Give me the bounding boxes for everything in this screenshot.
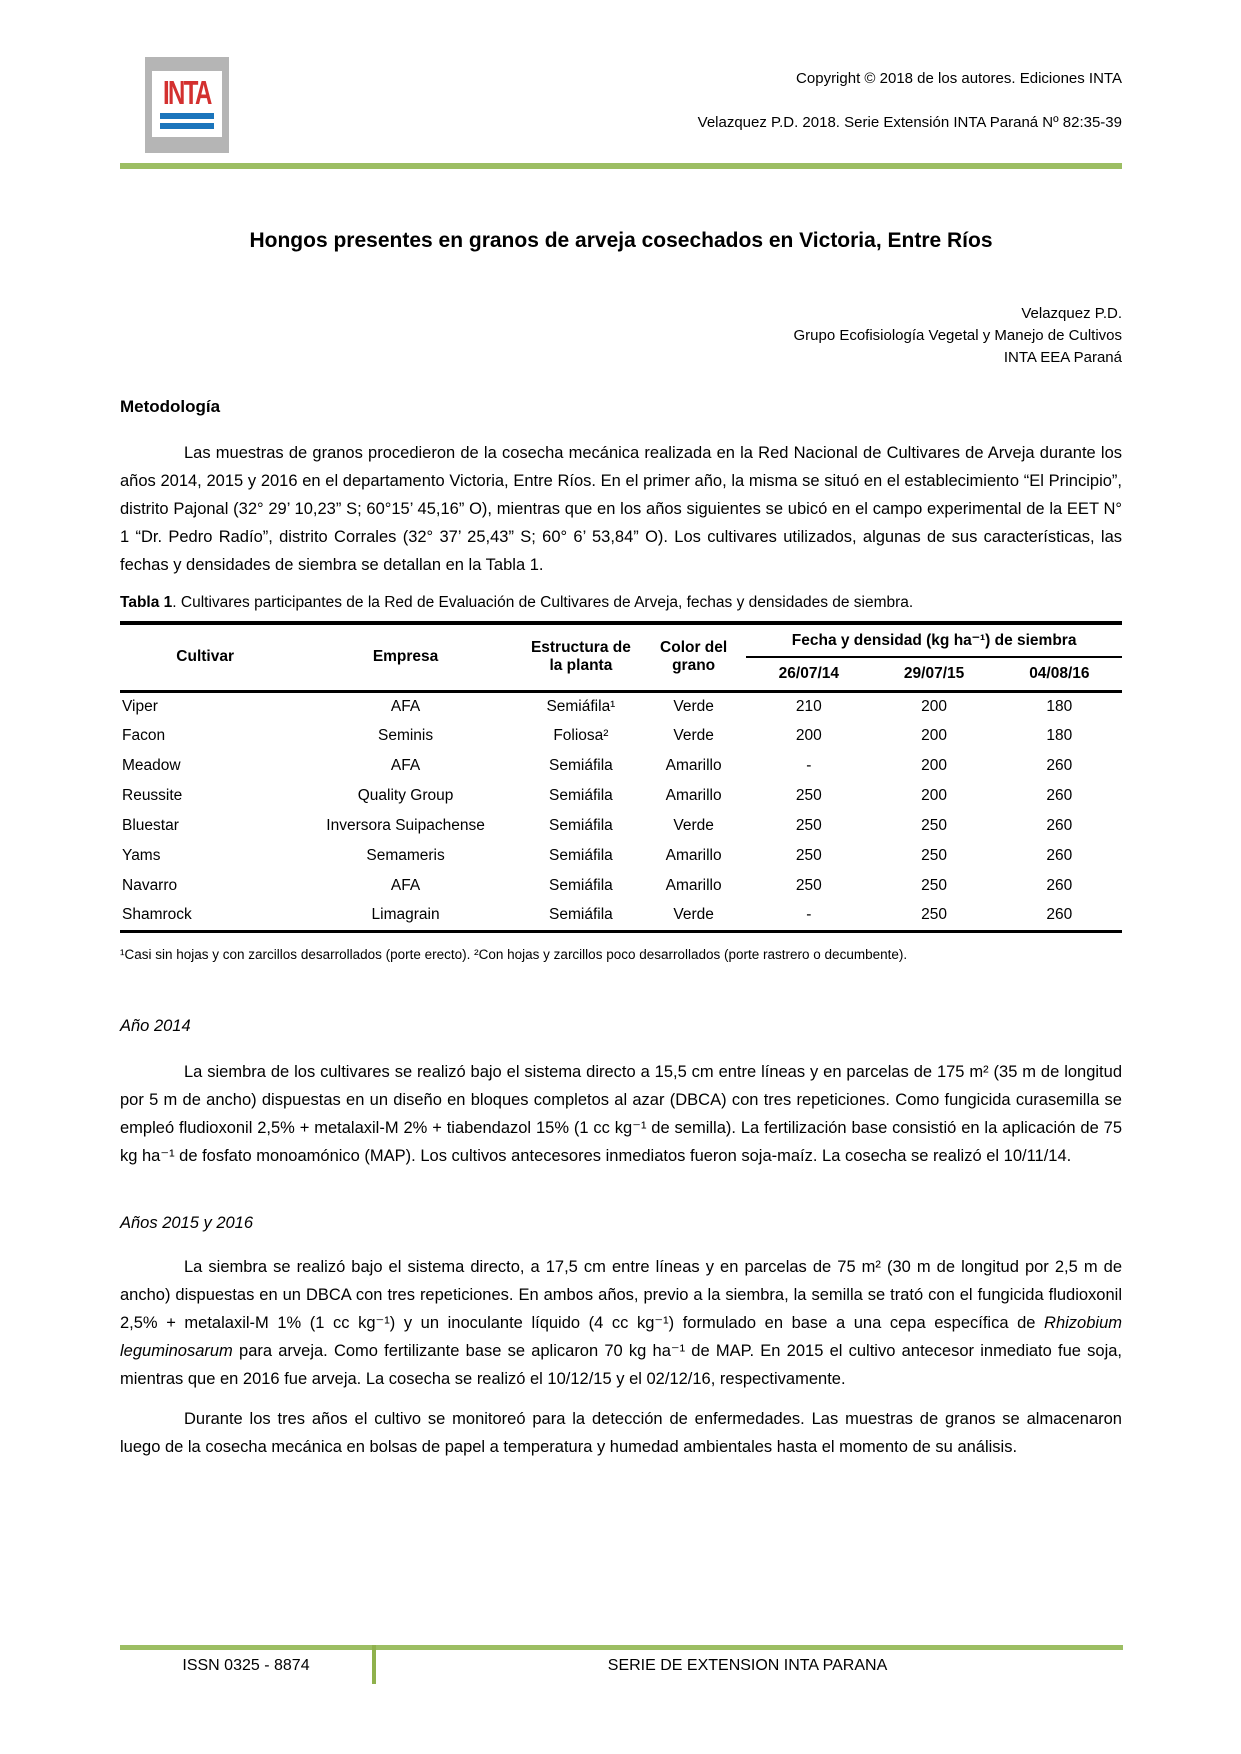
table-row [120, 841, 1122, 871]
table-row [120, 691, 1122, 721]
table-cell: 260 [1046, 757, 1073, 774]
heading-ano-2014: Año 2014 [120, 1016, 191, 1035]
inta-logo-bar-top [160, 113, 214, 119]
table-cell: Semiáfila [549, 906, 613, 924]
col-header-fecha-1: 26/07/14 [746, 657, 871, 691]
paragraph-monitoreo: Durante los tres años el cultivo se monitoreó para la detección de enfermedades. Las muestras de granos se almacenaron luego de la cosecha mecánica en bolsas de papel a temperatura y humedad ambientales hasta el momento de su análisis. [120, 1409, 1122, 1456]
table-cell: 200 [795, 727, 822, 744]
table-row [120, 751, 1122, 781]
cultivars-table [120, 621, 1122, 933]
table-cell: 250 [795, 847, 822, 864]
table-cell: 250 [921, 877, 948, 894]
table-cell: 210 [795, 697, 822, 715]
table-cell: Amarillo [665, 847, 722, 864]
table-cell: 250 [921, 847, 948, 864]
table-cell: Semiáfila [549, 817, 613, 834]
heading-metodologia: Metodología [120, 397, 221, 416]
header-meta [698, 57, 1122, 131]
table-cell: Semameris [366, 847, 445, 864]
table-row [120, 781, 1122, 811]
table-cell: Bluestar [122, 817, 179, 834]
table-cell: Semiáfila [549, 877, 613, 894]
table-cell: Quality Group [357, 787, 454, 804]
col-header-fecha-3: 04/08/16 [997, 657, 1122, 691]
table-cell: 260 [1046, 877, 1073, 894]
table-cell: Semiáfila¹ [546, 697, 616, 715]
table-cell: 180 [1046, 727, 1073, 744]
header-rule [120, 163, 1122, 169]
table-caption: Tabla 1. Cultivares participantes de la Red de Evaluación de Cultivares de Arveja, fechas y densidades de siembra. [120, 594, 914, 611]
table-cell: - [806, 757, 812, 774]
table-cell: 200 [921, 757, 948, 774]
table-cell: Meadow [122, 757, 181, 774]
table-row [120, 871, 1122, 901]
footer-divider [372, 1645, 376, 1684]
paragraph-metodologia: Las muestras de granos procedieron de la cosecha mecánica realizada en la Red Nacional de Cultivares de Arveja durante los años 2014, 2015 y 2016 en el departamento Victoria, Entre Ríos. En el primer año, la misma se situó en el establecimiento “El Principio”, distrito Pajonal (32° 29’ 10,23” S; 60°15’ 45,16” O), mientras que en los años siguientes se ubicó en el campo experimental de la EET N° 1 “Dr. Pedro Radío”, distrito Corrales (32° 37’ 25,43” S; 60° 6’ 53,84” O). Los cultivares utilizados, algunas de sus características, las fechas y densidades de siembra se detallan en la Tabla 1. [120, 444, 1122, 574]
inta-logo [145, 57, 229, 153]
table-cell: Verde [673, 817, 714, 834]
table-cell: Shamrock [122, 906, 192, 924]
paragraph-anos-2015-2016: La siembra se realizó bajo el sistema directo, a 17,5 cm entre líneas y en parcelas de 75 m² (30 m de longitud por 2,5 m de ancho) dispuestas en un DBCA con tres repeticiones. En ambos años, previo a la siembra, la semilla se trató con el fungicida fludioxonil 2,5% + metalaxil-M 1% (1 cc kg⁻¹) y un inoculante líquido (4 cc kg⁻¹) formulado en base a una cepa específica de Rhizobium leguminosarum para arveja. Como fertilizante base se aplicaron 70 kg ha⁻¹ de MAP. En 2015 el cultivo antecesor inmediato fue soja, mientras que en 2016 fue arveja. La cosecha se realizó el 10/12/15 y el 02/12/16, respectivamente. [120, 1257, 1122, 1388]
author-institution: INTA EEA Paraná [1003, 349, 1122, 366]
table-cell: Foliosa² [553, 727, 609, 744]
table-cell: 260 [1046, 787, 1073, 804]
table-footnote: ¹Casi sin hojas y con zarcillos desarrollados (porte erecto). ²Con hojas y zarcillos poco desarrollados (porte rastrero o decumbente). [120, 946, 908, 962]
table-cell: 250 [921, 906, 948, 924]
table-cell: 250 [795, 787, 822, 804]
paragraph-ano-2014: La siembra de los cultivares se realizó bajo el sistema directo a 15,5 cm entre líneas y en parcelas de 175 m² (35 m de longitud por 5 m de ancho) dispuestas en un diseño en bloques completos al azar (DBCA) con tres repeticiones. Como fungicida curasemilla se empleó fludioxonil 2,5% + metalaxil-M 2% + tiabendazol 15% (1 cc kg⁻¹ de semilla). La fertilización base consistió en la aplicación de 75 kg ha⁻¹ de fosfato monoamónico (MAP). Los cultivos antecesores inmediatos fueron soja-maíz. La cosecha se realizó el 10/11/14. [120, 1062, 1122, 1165]
page-title: Hongos presentes en granos de arveja cosechados en Victoria, Entre Ríos [249, 229, 993, 252]
copyright-line: Copyright © 2018 de los autores. Ediciones INTA [796, 70, 1122, 87]
table-header [120, 623, 1122, 691]
table-cell: Verde [673, 727, 714, 744]
table-cell: Semiáfila [549, 787, 613, 804]
heading-anos-2015-2016: Años 2015 y 2016 [120, 1213, 254, 1232]
col-header-estructura: Estructura de la planta [521, 623, 641, 691]
table-cell: 260 [1046, 906, 1073, 924]
table-cell: 250 [795, 817, 822, 834]
author-group: Grupo Ecofisiología Vegetal y Manejo de Cultivos [793, 327, 1122, 344]
table-cell: AFA [390, 757, 421, 774]
table-cell: Amarillo [665, 757, 722, 774]
table-row [120, 811, 1122, 841]
col-header-fecha-2: 29/07/15 [871, 657, 996, 691]
table-row [120, 901, 1122, 931]
table-cell: Seminis [377, 727, 434, 744]
col-header-fecha-group: Fecha y densidad (kg ha⁻¹) de siembra [746, 623, 1122, 657]
table-cell: Amarillo [665, 877, 722, 894]
inta-logo-bar-bottom [160, 123, 214, 129]
table-cell: 260 [1046, 847, 1073, 864]
table-cell: AFA [390, 877, 421, 894]
table-cell: Amarillo [665, 787, 722, 804]
table-cell: 260 [1046, 817, 1073, 834]
table-cell: 250 [921, 817, 948, 834]
table-cell: Facon [122, 727, 166, 744]
footer-serie: SERIE DE EXTENSION INTA PARANA [607, 1657, 888, 1674]
col-header-empresa: Empresa [290, 623, 520, 691]
table-cell: 200 [921, 787, 948, 804]
col-header-cultivar: Cultivar [120, 623, 290, 691]
table-cell: Navarro [122, 877, 178, 894]
table-cell: Verde [673, 697, 714, 715]
table-cell: Verde [673, 906, 714, 924]
citation-line: Velazquez P.D. 2018. Serie Extensión INTA Paraná Nº 82:35-39 [697, 114, 1122, 131]
table-cell: AFA [390, 697, 421, 715]
inta-logo-inner [152, 71, 222, 137]
inta-logo-text: INTA [163, 74, 211, 112]
page-footer [120, 1645, 1123, 1675]
table-cell: Semiáfila [549, 757, 613, 774]
table-row [120, 721, 1122, 751]
table-cell: 250 [795, 877, 822, 894]
author-name: Velazquez P.D. [1021, 305, 1122, 322]
table-cell: Viper [122, 697, 158, 715]
table-cell: Limagrain [371, 906, 440, 924]
page-header [120, 0, 1122, 153]
table-cell: Inversora Suipachense [326, 817, 485, 834]
table-body [120, 691, 1122, 931]
author-block [120, 303, 1122, 369]
table-cell: Yams [122, 847, 161, 864]
table-cell: 200 [921, 727, 948, 744]
footer-issn: ISSN 0325 - 8874 [182, 1657, 310, 1674]
table-cell: Reussite [122, 787, 183, 804]
col-header-color: Color del grano [641, 623, 746, 691]
table-cell: 180 [1046, 697, 1073, 715]
table-cell: - [806, 906, 812, 924]
table-cell: Semiáfila [549, 847, 613, 864]
table-cell: 200 [921, 697, 948, 715]
